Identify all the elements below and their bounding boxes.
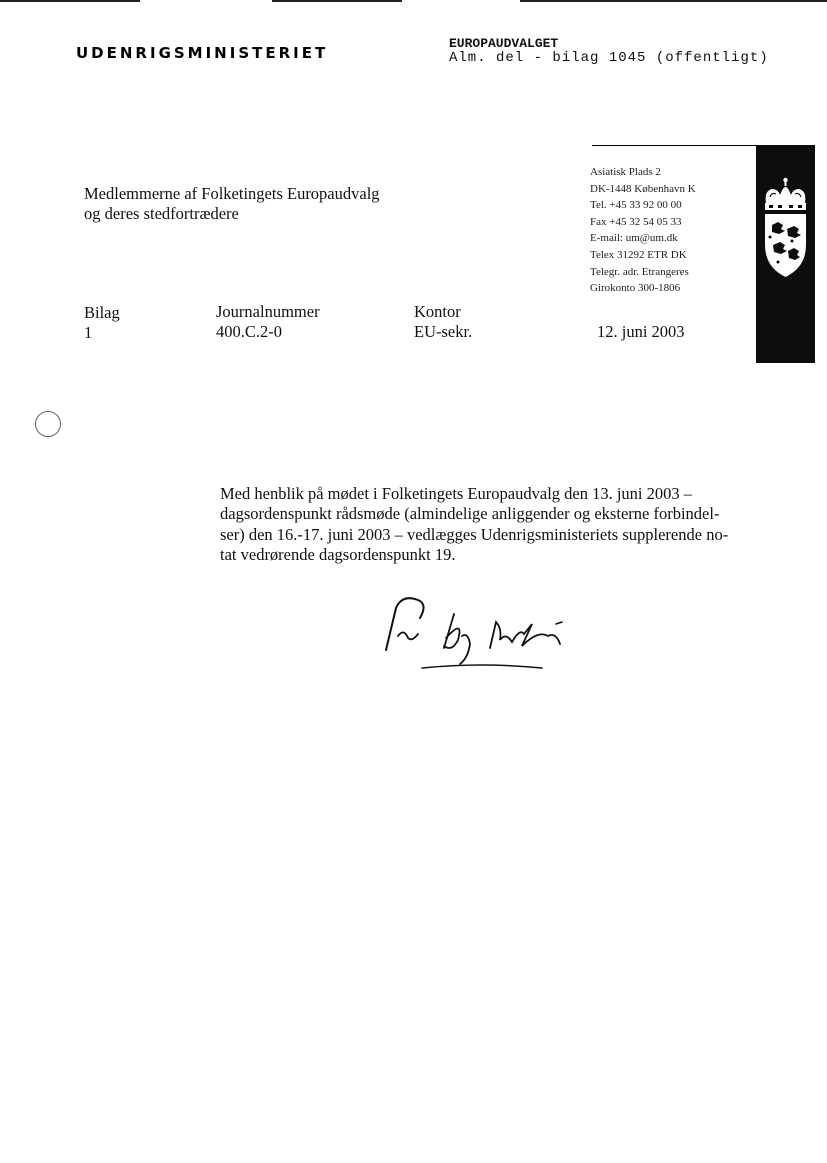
archive-stamp [449,37,769,65]
recipient-line: Medlemmerne af Folketingets Europaudvalg [84,184,380,203]
recipient [84,184,380,224]
address-line: E-mail: um@um.dk [590,232,678,245]
crest-bar [756,145,815,363]
address-line: DK-1448 København K [590,182,696,195]
address-line: Fax +45 32 54 05 33 [590,215,682,228]
journal-value: 400.C.2-0 [216,322,282,341]
kontor-label: Kontor [414,302,461,321]
punch-hole-icon [35,411,61,437]
scan-line [520,0,827,2]
bilag-value: 1 [84,323,93,342]
address-line: Asiatisk Plads 2 [590,166,661,178]
scan-line [0,0,140,2]
address-line: Girokonto 300-1806 [590,282,681,295]
ministry-name: UDENRIGSMINISTERIET [76,44,329,62]
address-line: Telegr. adr. Etrangeres [590,265,689,278]
address-rule [592,145,756,146]
bilag-label: Bilag [84,303,120,322]
address-line: Telex 31292 ETR DK [590,248,687,261]
body-line: dagsordenspunkt rådsmøde (almindelige anliggender og eksterne forbindel- [220,504,720,524]
stamp-reference: Alm. del - bilag 1045 (offentligt) [449,50,769,66]
royal-crest-icon [756,145,815,363]
signature [372,588,582,688]
body-line: ser) den 16.-17. juni 2003 – vedlægges Udenrigsministeriets supplerende no- [220,524,729,544]
address-line: Tel. +45 33 92 00 00 [590,199,682,212]
recipient-line: og deres stedfortrædere [84,204,239,223]
letter-date: 12. juni 2003 [597,322,685,341]
scan-line [272,0,402,2]
stamp-committee: EUROPAUDVALGET [449,36,559,51]
body-line: Med henblik på mødet i Folketingets Europaudvalg den 13. juni 2003 – [220,484,693,503]
letter-body [220,484,755,565]
address-block [590,164,696,297]
body-line: tat vedrørende dagsordenspunkt 19. [220,544,456,564]
kontor-value: EU-sekr. [414,322,473,341]
journal-label: Journalnummer [216,302,320,321]
